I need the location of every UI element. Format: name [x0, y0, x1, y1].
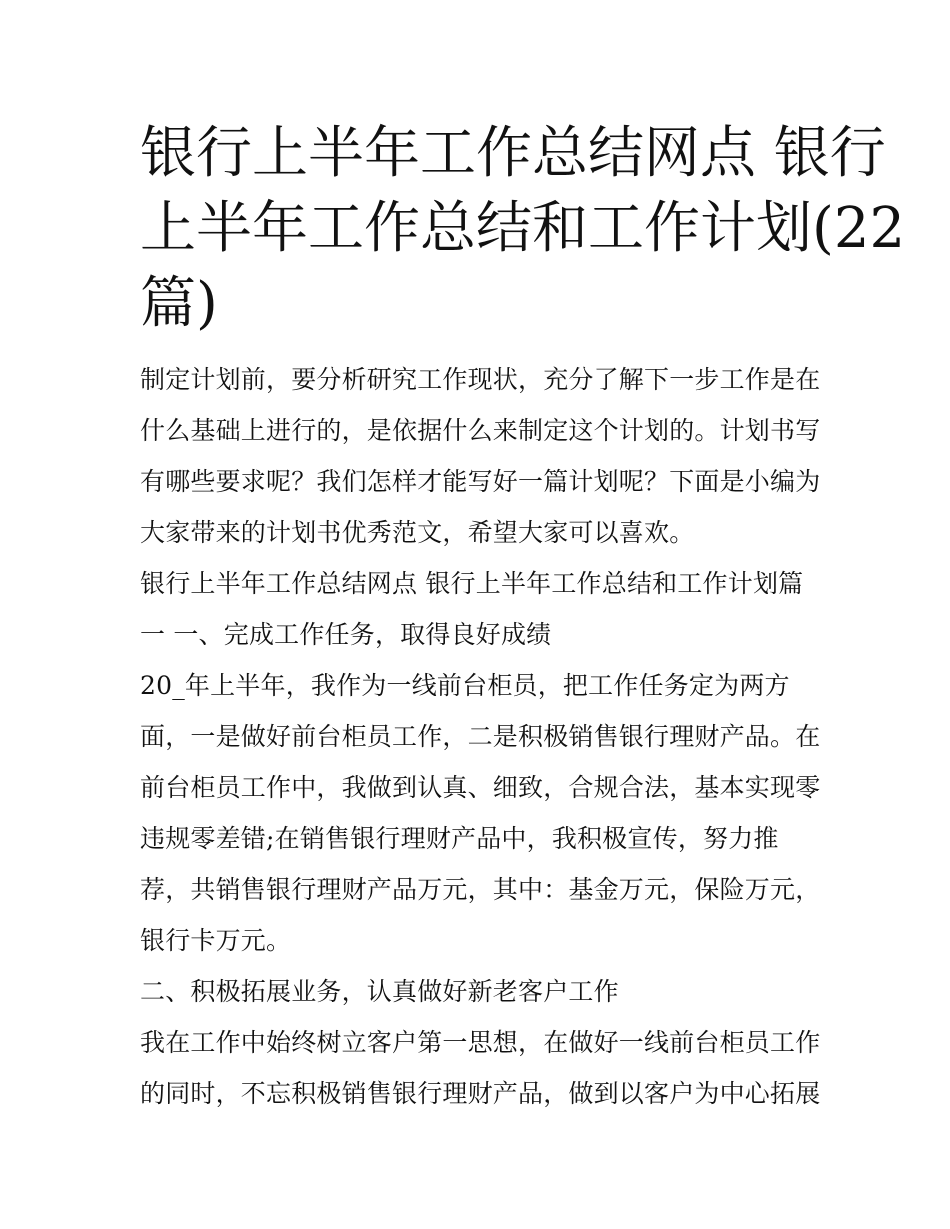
section-2-heading: 二、积极拓展业务，认真做好新老客户工作 — [140, 977, 619, 1006]
paragraph-1-line-5: 荐，共销售银行理财产品万元，其中：基金万元，保险万元， — [140, 875, 821, 904]
paragraph-1-line-2: 面，一是做好前台柜员工作，二是积极销售银行理财产品。在 — [140, 722, 821, 751]
paragraph-1-line-3: 前台柜员工作中，我做到认真、细致，合规合法，基本实现零 — [140, 773, 821, 802]
intro-line-3: 有哪些要求呢？我们怎样才能写好一篇计划呢？下面是小编为 — [140, 467, 821, 496]
paragraph-1-line-6: 银行卡万元。 — [140, 926, 292, 955]
paragraph-1-line-4: 违规零差错;在销售银行理财产品中，我积极宣传，努力推 — [140, 824, 779, 853]
document-title — [140, 116, 906, 341]
section-heading-line-2: 一 一、完成工作任务，取得良好成绩 — [140, 620, 552, 649]
document-body — [140, 358, 830, 1123]
paragraph-2-line-2: 的同时，不忘积极销售银行理财产品，做到以客户为中心拓展 — [140, 1079, 821, 1108]
title-line-1: 银行上半年工作总结网点 银行 — [140, 121, 886, 186]
title-line-2: 上半年工作总结和工作计划(22 — [140, 196, 906, 261]
paragraph-1-line-1: 20_年上半年，我作为一线前台柜员，把工作任务定为两方 — [140, 671, 790, 700]
intro-line-2: 什么基础上进行的，是依据什么来制定这个计划的。计划书写 — [140, 416, 821, 445]
title-line-3: 篇) — [140, 271, 218, 336]
section-heading-line-1: 银行上半年工作总结网点 银行上半年工作总结和工作计划篇 — [140, 569, 804, 598]
paragraph-2-line-1: 我在工作中始终树立客户第一思想，在做好一线前台柜员工作 — [140, 1028, 821, 1057]
intro-line-1: 制定计划前，要分析研究工作现状，充分了解下一步工作是在 — [140, 365, 821, 394]
intro-line-4: 大家带来的计划书优秀范文，希望大家可以喜欢。 — [140, 518, 695, 547]
